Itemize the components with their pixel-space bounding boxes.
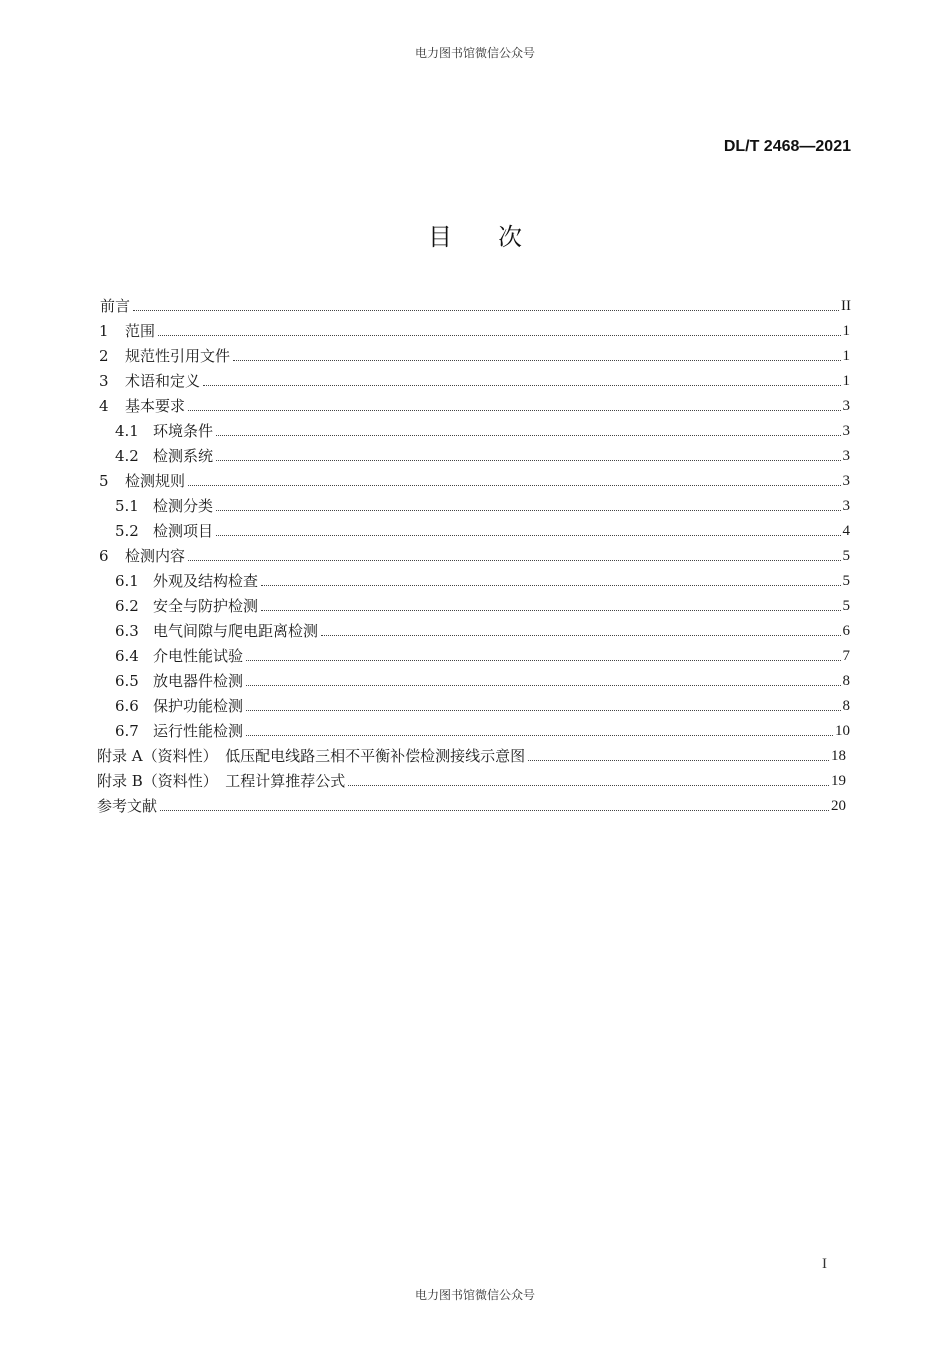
toc-entry-page: 19 [831,773,846,789]
toc-entry-label: 介电性能试验 [153,647,244,665]
toc-leader-dots [261,585,840,586]
toc-entry-bibliography[interactable] [97,796,846,816]
toc-entry-label: 检测系统 [153,447,214,465]
toc-entry-label: 放电器件检测 [153,672,244,690]
toc-entry-6[interactable] [99,546,850,566]
toc-entry-number: 4 [99,397,109,415]
toc-entry-page: 1 [842,348,850,364]
toc-entry-page: 8 [842,673,850,689]
toc-entry-page: 20 [831,798,846,814]
toc-leader-dots [216,510,840,511]
toc-entry-label: 环境条件 [153,422,214,440]
toc-leader-dots [246,710,840,711]
toc-entry-5-2[interactable] [115,521,850,541]
toc-entry-number: 5 [99,472,109,490]
toc-entry-1[interactable] [99,321,850,341]
toc-entry-appendix-a[interactable] [97,746,846,766]
toc-entry-appendix-b[interactable] [97,771,846,791]
toc-entry-page: 3 [842,423,850,439]
toc-leader-dots [246,685,840,686]
toc-leader-dots [133,310,839,311]
toc-leader-dots [261,610,840,611]
toc-entry-label: 检测分类 [153,497,214,515]
toc-entry-page: 18 [831,748,846,764]
toc-entry-number: 6.5 [115,672,139,690]
toc-entry-6-4[interactable] [115,646,850,666]
toc-entry-label: 保护功能检测 [153,697,244,715]
toc-entry-page: 3 [842,398,850,414]
toc-leader-dots [188,485,840,486]
toc-entry-5-1[interactable] [115,496,850,516]
toc-entry-number: 6.2 [115,597,139,615]
toc-entry-page: 8 [842,698,850,714]
toc-entry-page: 10 [835,723,850,739]
toc-entry-6-3[interactable] [115,621,850,641]
toc-entry-6-7[interactable] [115,721,850,741]
toc-entry-label: 规范性引用文件 [125,347,231,365]
page-number: I [822,1256,827,1272]
toc-entry-number: 6.4 [115,647,139,665]
toc-leader-dots [158,335,840,336]
standard-code: DL/T 2468—2021 [723,138,851,155]
toc-entry-label: 附录 A（资料性） 低压配电线路三相不平衡补偿检测接线示意图 [97,747,526,765]
toc-leader-dots [188,410,840,411]
toc-entry-label: 检测内容 [125,547,186,565]
toc-leader-dots [233,360,840,361]
toc-entry-number: 6.6 [115,697,139,715]
toc-entry-page: 1 [842,323,850,339]
toc-entry-number: 6.1 [115,572,139,590]
toc-entry-4[interactable] [99,396,850,416]
toc-entry-page: 3 [842,473,850,489]
toc-entry-number: 5.1 [115,497,139,515]
toc-entry-label: 参考文献 [97,797,158,815]
toc-entry-2[interactable] [99,346,850,366]
toc-entry-number: 4.1 [115,422,139,440]
watermark-top: 电力图书馆微信公众号 [414,46,535,60]
toc-entry-5[interactable] [99,471,850,491]
toc-entry-number: 1 [99,322,109,340]
toc-title: 目次 [428,223,568,251]
toc-entry-label: 运行性能检测 [153,722,244,740]
toc-entry-4-2[interactable] [115,446,850,466]
toc-entry-page: 7 [842,648,850,664]
toc-leader-dots [203,385,840,386]
toc-entry-label: 电气间隙与爬电距离检测 [153,622,319,640]
toc-entry-page: 1 [842,373,850,389]
toc-leader-dots [160,810,829,811]
toc-entry-label: 术语和定义 [125,372,201,390]
toc-leader-dots [528,760,829,761]
toc-leader-dots [188,560,840,561]
toc-entry-preface[interactable] [100,296,851,316]
toc-entry-label: 范围 [125,322,156,340]
toc-entry-6-6[interactable] [115,696,850,716]
toc-leader-dots [246,735,833,736]
toc-leader-dots [246,660,840,661]
toc-entry-page: 3 [842,448,850,464]
toc-leader-dots [348,785,829,786]
toc-entry-label: 安全与防护检测 [153,597,259,615]
toc-entry-label: 检测项目 [153,522,214,540]
toc-entry-label: 外观及结构检查 [153,572,259,590]
toc-entry-page: 6 [842,623,850,639]
toc-leader-dots [216,460,840,461]
toc-entry-label: 基本要求 [125,397,186,415]
toc-entry-6-1[interactable] [115,571,850,591]
toc-entry-label: 前言 [100,297,131,315]
toc-leader-dots [216,435,840,436]
toc-entry-6-5[interactable] [115,671,850,691]
toc-entry-number: 2 [99,347,109,365]
toc-entry-4-1[interactable] [115,421,850,441]
toc-entry-page: 5 [842,598,850,614]
toc-leader-dots [321,635,840,636]
toc-entry-number: 6.7 [115,722,139,740]
toc-entry-label: 附录 B（资料性） 工程计算推荐公式 [97,772,346,790]
toc-entry-page: 5 [842,573,850,589]
toc-entry-page: II [841,298,851,314]
toc-entry-number: 6 [99,547,109,565]
toc-entry-number: 3 [99,372,109,390]
toc-entry-page: 4 [842,523,850,539]
toc-leader-dots [216,535,840,536]
toc-entry-3[interactable] [99,371,850,391]
toc-entry-6-2[interactable] [115,596,850,616]
toc-entry-number: 6.3 [115,622,139,640]
watermark-bottom: 电力图书馆微信公众号 [414,1288,535,1302]
toc-entry-page: 5 [842,548,850,564]
toc-entry-label: 检测规则 [125,472,186,490]
toc-entry-number: 5.2 [115,522,139,540]
toc-entry-page: 3 [842,498,850,514]
toc-entry-number: 4.2 [115,447,139,465]
